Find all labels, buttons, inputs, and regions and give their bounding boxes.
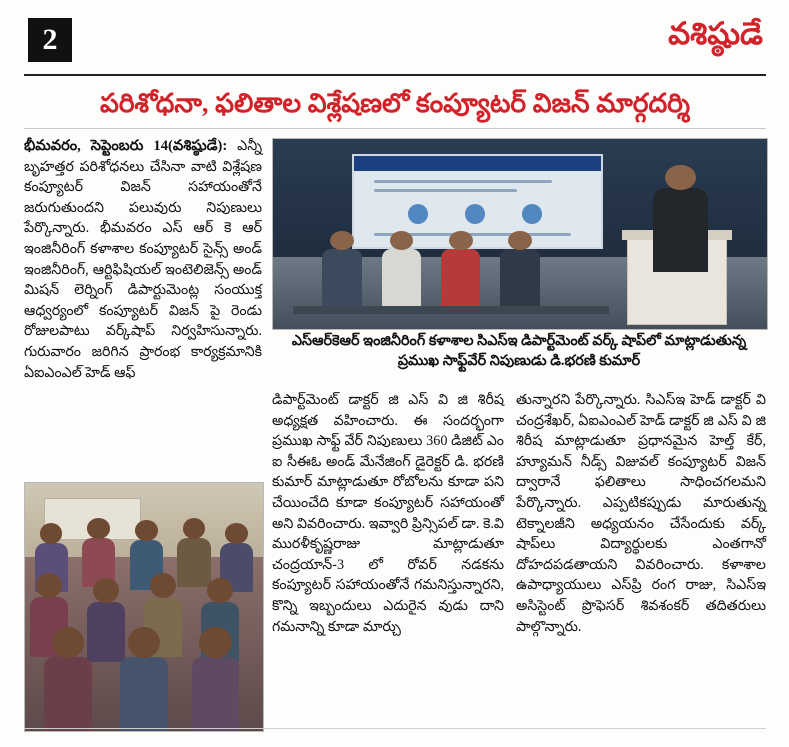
seated-person bbox=[441, 249, 481, 306]
audience-person-front bbox=[44, 657, 92, 731]
page-number: 2 bbox=[28, 18, 72, 62]
column-1-body: ఎన్నీ బృహత్తర పరిశోధనలు చేసినా వాటి విశ్లేషణ కంప్యూటర్ విజన్ సహాయంతోనే జరుగుతుందని పలువురు నిపుణులు పేర్కొన్నారు. భీమవరం ఎస్ ఆర్ కె ఆర్ ఇంజినీరింగ్ కళాశాల కంప్యూటర్ సైన్స్ అండ్ ఇంజినీరింగ్, ఆర్టిఫిషియల్ ఇంటెలిజెన్స్ అండ్ మిషన్ లెర్నింగ్ డిపార్టుమెంట్ల సంయుక్త ఆధ్వర్యంలో కంప్యూటర్ విజన్ పై రెండు రోజులపాటు వర్క్‌షాప్ నిర్వహిసున్నారు. గురువారం జరిగిన ప్రారంభ కార్యక్రమానికి ఏఐఎంఎల్ హెడ్ ఆఫ్ bbox=[24, 138, 262, 381]
audience-person-front bbox=[120, 657, 168, 731]
banner-text-line bbox=[374, 189, 517, 192]
dateline: భీమవరం, సెప్టెంబరు 14(వశిష్ఠుడే): bbox=[24, 138, 228, 154]
audience-photo bbox=[24, 482, 264, 732]
seated-person bbox=[322, 249, 362, 306]
article-column-2 bbox=[272, 390, 504, 637]
footer-divider bbox=[24, 728, 766, 729]
publication-title: వశిష్ఠుడే bbox=[668, 16, 763, 51]
speaker-head bbox=[665, 165, 695, 190]
banner-logo-circle bbox=[522, 204, 542, 224]
banner-logo-circle bbox=[465, 204, 485, 224]
banner-header-strip bbox=[354, 156, 601, 171]
audience-person-front bbox=[192, 657, 240, 731]
workshop-stage-photo bbox=[272, 138, 768, 330]
column-3-body: తున్నారని పేర్కొన్నారు. సిఎస్ఇ హెడ్ డాక్టర్ వి చంద్రశేఖర్, ఏఐఎంఎల్ హెడ్ డాక్టర్ జి ఎస్ వి జి శిరీష మాట్లాడుతూ ప్రధానమైన హెల్త్ కేర్, హ్యూమన్ నీడ్స్ విజువల్ కంప్యూటర్ విజన్ ద్వారానే ఫలితాలు సాధించగలమని పేర్కొన్నారు. ఎప్పటికప్పుడు మారుతున్న టెక్నాలజీని అధ్యయనం చేసేందుకు వర్క్ షాప్‌లు విద్యార్థులకు ఎంతగానో దోహదపడతాయని వివరించారు. కళాశాల ఉపాధ్యాయులు ఎస్‌ప్రి రంగ రాజు, సిఎస్ఇ అసిస్టెంట్ ప్రొఫెసర్ శివశంకర్ తదితరులు పాల్గొన్నారు. bbox=[516, 392, 766, 635]
audience-person bbox=[177, 538, 210, 588]
column-2-body: డిపార్ట్‌మెంట్ డాక్టర్ జి ఎస్ వి జి శిరీష అధ్యక్షత వహించారు. ఈ సందర్భంగా ప్రముఖ సాఫ్ట్ వేర్ నిపుణులు 360 డిజిట్ ఎం ఐ సీఈఓ అండ్ మేనేజింగ్ డైరెక్టర్ డి. భరణి కుమార్ మాట్లాడుతూ రోబోలను కూడా పని చేయించేది కూడా కంప్యూటర్ సహాయంతో అని వివరించారు. ఇవ్వారి ప్రిన్సిపల్ డా. కె.వి మురళీకృష్ణరాజు మాట్లాడుతూ చంద్రయాన్-3 లో రోవర్ నడకను కంప్యూటర్ సహాయంతోనే గమనిస్తున్నారని, కొన్ని ఇబ్బందులు ఎదురైన వుడు దాని గమనాన్ని కూడా మార్చు bbox=[272, 392, 504, 635]
article-column-3 bbox=[516, 390, 766, 637]
seated-person bbox=[500, 249, 540, 306]
event-banner bbox=[352, 154, 603, 249]
banner-text-line bbox=[374, 180, 552, 183]
article-headline: పరిశోధనా, ఫలితాల విశ్లేషణలో కంప్యూటర్ విజన్ మార్గదర్శి bbox=[100, 88, 690, 118]
speaker-figure bbox=[653, 188, 707, 272]
seating-row bbox=[293, 306, 609, 314]
photo-caption-top: ఎస్ఆర్‌కెఆర్ ఇంజినీరింగ్ కళాశాల సిఎస్ఇ డిపార్ట్‌మెంట్ వర్క్ షాప్‌లో మాట్లాడుతున్న ప్రముఖ సాఫ్ట్‌వేర్ నిపుణుడు డి.భరణి కుమార్ bbox=[291, 333, 747, 369]
audience-person bbox=[87, 602, 125, 662]
masthead bbox=[0, 0, 789, 78]
banner-logo-circle bbox=[408, 204, 428, 224]
headline-divider bbox=[24, 128, 766, 129]
article-column-1 bbox=[24, 136, 262, 383]
masthead-divider bbox=[24, 74, 766, 76]
seated-person bbox=[382, 249, 422, 306]
